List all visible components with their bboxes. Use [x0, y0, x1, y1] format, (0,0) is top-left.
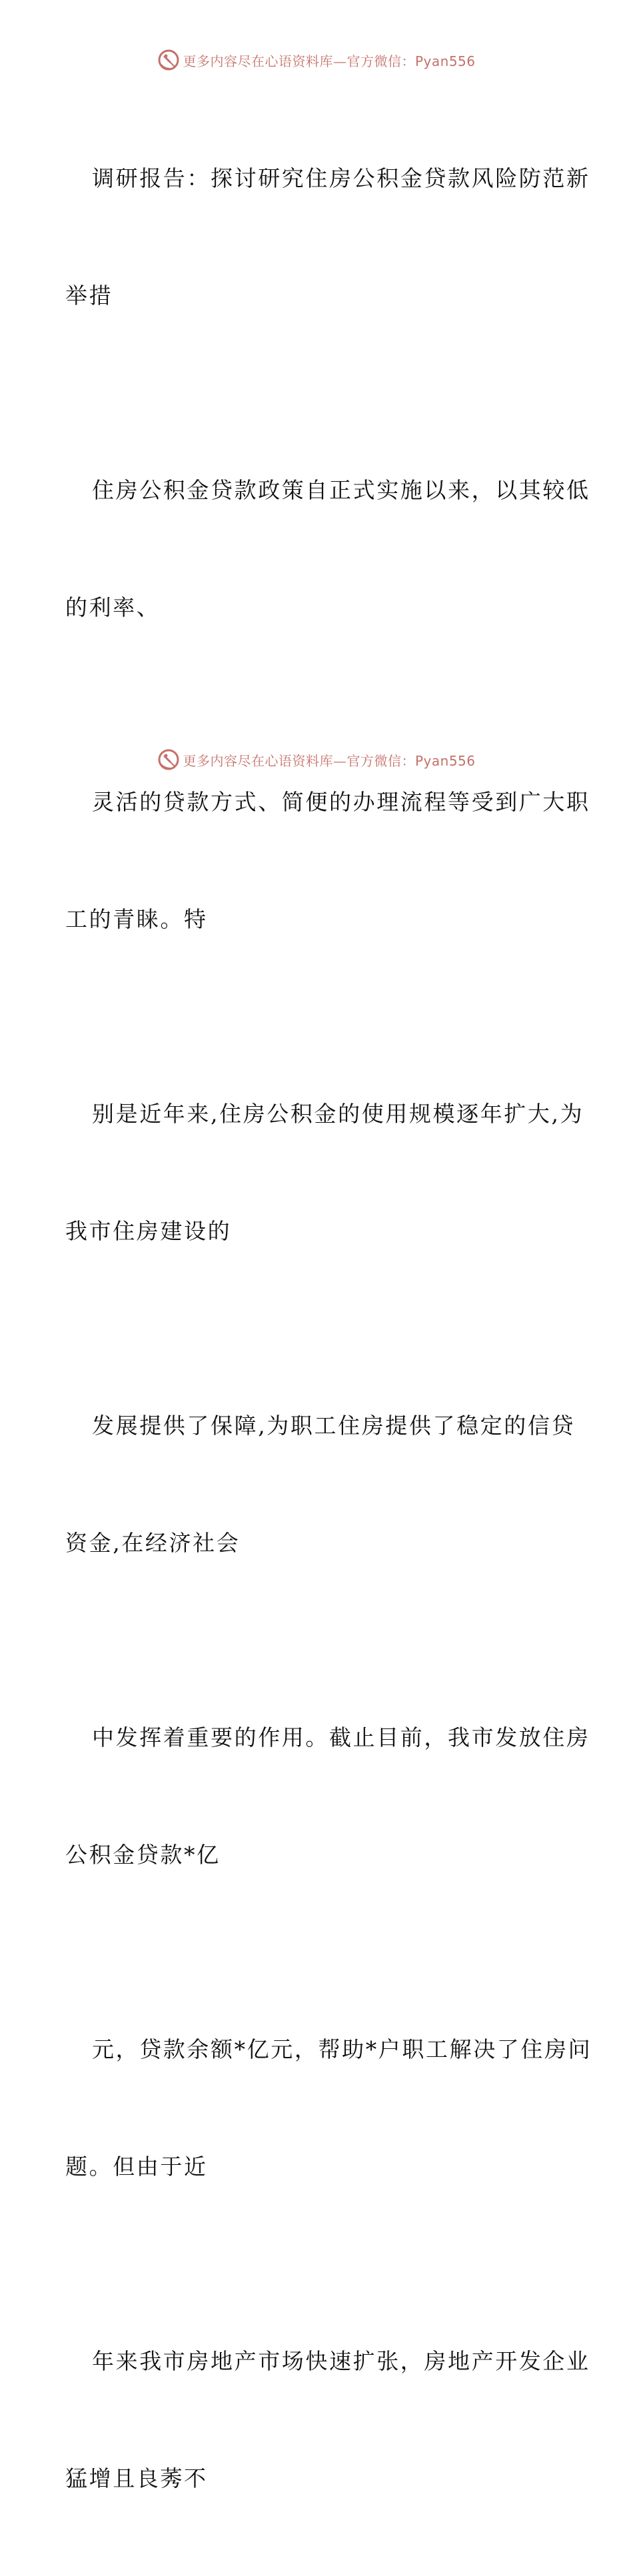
watermark-text-id: Pyan556	[414, 752, 476, 769]
paragraph	[65, 1640, 590, 1952]
text-line: 工的青睐。特	[65, 906, 208, 932]
watermark-text	[183, 51, 475, 70]
watermark-text-id: Pyan556	[414, 53, 476, 69]
text-line: 发展提供了保障,为职工住房提供了稳定的信贷	[92, 1413, 576, 1439]
document-body	[65, 81, 592, 2576]
watermark-text	[183, 750, 475, 770]
text-line: 资金,在经济社会	[65, 1529, 241, 1556]
text-line: 年来我市房地产市场快速扩张，房地产开发企业	[92, 2348, 590, 2374]
paragraph	[65, 1329, 576, 1640]
watermark-banner-bottom	[0, 746, 633, 773]
paragraph	[65, 1017, 584, 1329]
text-line: 元，贷款余额*亿元，帮助*户职工解决了住房问	[92, 2036, 592, 2062]
paragraph	[65, 1952, 592, 2264]
text-line: 我市住房建设的	[65, 1217, 232, 1244]
text-line: 调研报告：探讨研究住房公积金贷款风险防范新	[92, 165, 590, 191]
watermark-text-cn: 更多内容尽在心语资料库—官方微信：	[183, 53, 415, 69]
document-title	[65, 81, 590, 393]
logo-icon	[157, 748, 180, 771]
paragraph	[65, 393, 590, 705]
watermark-banner-top	[0, 47, 633, 73]
text-line: 题。但由于近	[65, 2153, 208, 2180]
text-line: 灵活的贷款方式、简便的办理流程等受到广大职	[92, 789, 590, 815]
text-line: 的利率、	[65, 594, 161, 620]
text-line: 住房公积金贷款政策自正式实施以来，以其较低	[92, 477, 590, 503]
text-line: 公积金贷款*亿	[65, 1841, 221, 1868]
text-line: 中发挥着重要的作用。截止目前，我市发放住房	[92, 1724, 590, 1750]
logo-icon	[157, 49, 180, 71]
paragraph	[65, 2264, 590, 2576]
text-line: 猛增且良莠不	[65, 2465, 208, 2491]
text-line: 举措	[65, 282, 113, 309]
watermark-text-cn: 更多内容尽在心语资料库—官方微信：	[183, 752, 415, 769]
text-line: 别是近年来,住房公积金的使用规模逐年扩大,为	[92, 1101, 584, 1127]
